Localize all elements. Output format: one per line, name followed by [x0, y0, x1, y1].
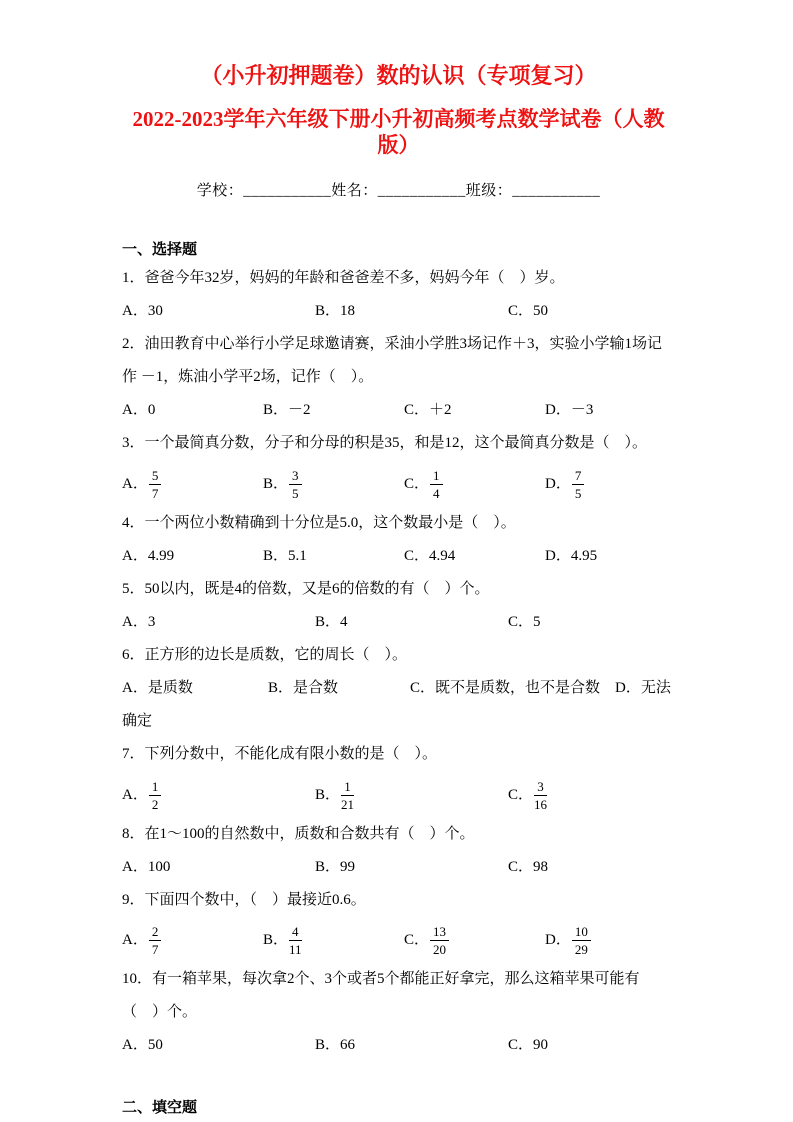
student-info-line: 学校：___________姓名：___________班级：___________: [196, 183, 601, 199]
option: B．是合数: [268, 679, 339, 696]
fraction: $\frac{10}{29}$: [572, 924, 591, 957]
option: A．4.99: [122, 547, 175, 564]
question-5: [122, 573, 675, 639]
option: A．是质数: [122, 679, 193, 696]
question-text: 10．有一箱苹果，每次拿2个、3个或者5个都能正好拿完，那么这箱苹果可能有（ ）个。: [122, 971, 640, 1021]
option: B．－2: [263, 402, 311, 419]
option: B． $\frac{3}{5}$: [263, 461, 404, 507]
option: C．既不是质数，也不是合数: [410, 679, 601, 696]
question-text: 8．在1～100的自然数中，质数和合数共有（ ）个。: [122, 825, 475, 842]
option: B． $\frac{1}{21}$: [315, 778, 355, 812]
question-8: [122, 818, 675, 884]
options-row: [122, 672, 675, 738]
option: C．98: [508, 858, 549, 875]
question-text: 6．正方形的边长是质数，它的周长（ ）。: [122, 646, 408, 663]
question-text: 1．爸爸今年32岁，妈妈的年龄和爸爸差不多，妈妈今年（ ）岁。: [122, 270, 565, 286]
option: D． $\frac{10}{29}$: [545, 917, 591, 963]
question-9: [122, 884, 675, 964]
options-row: [122, 851, 675, 884]
fraction: $\frac{3}{16}$: [534, 778, 548, 812]
question-2: [122, 328, 675, 427]
options-row: [122, 917, 675, 964]
option: B． $\frac{4}{11}$: [263, 924, 302, 958]
option: A．0: [122, 402, 156, 419]
option: D． $\frac{7}{5}$: [545, 461, 584, 507]
option: C． $\frac{1}{4}$: [404, 461, 545, 507]
question-text: 9．下面四个数中，（ ）最接近0.6。: [122, 891, 366, 908]
choice-question-list: [122, 262, 675, 1062]
options-row: [122, 460, 675, 507]
option: C．50: [508, 303, 549, 320]
options-row: [122, 1029, 675, 1062]
option: A． $\frac{2}{7}$: [122, 917, 263, 963]
fraction: $\frac{1}{4}$: [430, 468, 443, 501]
question-1: [122, 262, 675, 328]
question-6: [122, 639, 675, 738]
paper-title: （小升初押题卷）数的认识（专项复习）: [200, 63, 597, 88]
option: C．5: [508, 613, 541, 630]
paper-subtitle: 2022-2023学年六年级下册小升初高频考点数学试卷（人教版）: [132, 107, 665, 157]
question-text: 4．一个两位小数精确到十分位是5.0，这个数最小是（ ）。: [122, 514, 516, 531]
option: A．100: [122, 858, 171, 875]
question-10: [122, 963, 675, 1062]
option: D．无法确定: [122, 679, 671, 729]
question-text: 2．油田教育中心举行小学足球邀请赛，采油小学胜3场记作＋3，实验小学输1场记作 －1，炼油小学平2场，记作（ ）。: [122, 336, 663, 386]
option: A． $\frac{5}{7}$: [122, 461, 263, 507]
options-row: [122, 606, 675, 639]
section-heading-fill: 二、填空题: [122, 1100, 198, 1117]
option: C．4.94: [404, 547, 456, 564]
fraction: $\frac{1}{21}$: [341, 778, 355, 812]
option: A．3: [122, 613, 156, 630]
question-4: [122, 507, 675, 573]
option: C．＋2: [404, 402, 452, 419]
option: B．4: [315, 613, 348, 630]
question-text: 7．下列分数中，不能化成有限小数的是（ ）。: [122, 745, 438, 762]
question-text: 3．一个最简真分数，分子和分母的积是35，和是12，这个最简真分数是（ ）。: [122, 435, 648, 452]
option: C．90: [508, 1037, 549, 1054]
fraction: $\frac{5}{7}$: [149, 468, 162, 501]
fraction: $\frac{7}{5}$: [572, 468, 585, 501]
options-row: [122, 295, 675, 328]
option: A．50: [122, 1037, 163, 1054]
option: D．4.95: [545, 547, 598, 564]
option: B．99: [315, 858, 356, 875]
option: A．30: [122, 303, 163, 320]
options-row: [122, 540, 675, 573]
fraction: $\frac{2}{7}$: [149, 924, 162, 957]
option: B．5.1: [263, 547, 307, 564]
question-7: [122, 738, 675, 818]
fraction: $\frac{13}{20}$: [430, 924, 449, 957]
option: B．66: [315, 1037, 356, 1054]
fraction: $\frac{4}{11}$: [289, 924, 302, 958]
option: C． $\frac{3}{16}$: [508, 778, 548, 812]
option: B．18: [315, 303, 356, 320]
option: C． $\frac{13}{20}$: [404, 917, 545, 963]
options-row: [122, 771, 675, 818]
question-3: [122, 427, 675, 507]
fraction: $\frac{1}{2}$: [149, 779, 162, 812]
option: D．－3: [545, 402, 594, 419]
section-heading-choice: 一、选择题: [122, 242, 198, 258]
fraction: $\frac{3}{5}$: [289, 468, 302, 501]
options-row: [122, 394, 675, 427]
question-text: 5．50以内，既是4的倍数，又是6的倍数的有（ ）个。: [122, 580, 490, 597]
option: A． $\frac{1}{2}$: [122, 772, 315, 818]
